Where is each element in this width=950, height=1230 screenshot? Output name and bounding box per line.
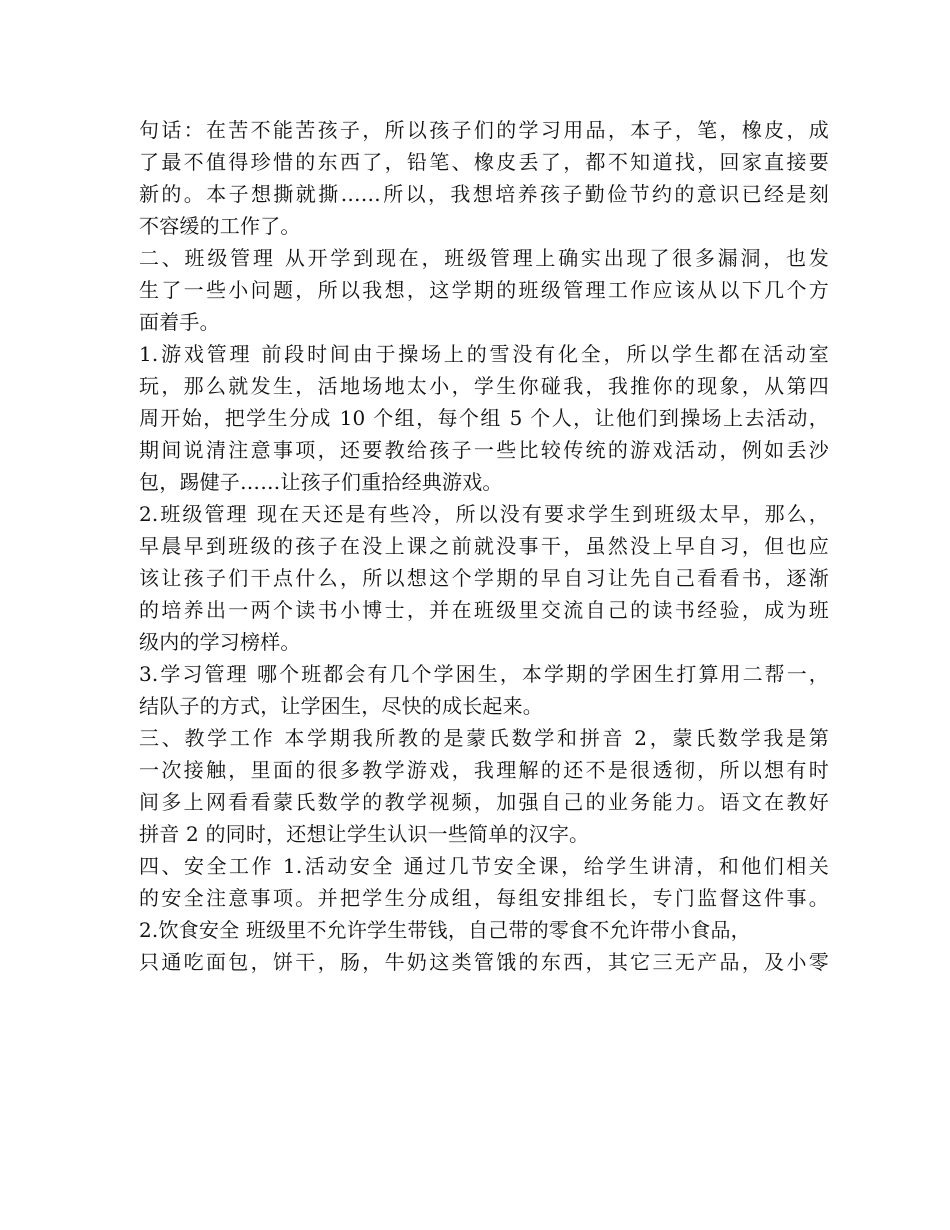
text-line: 四、安全工作 1.活动安全 通过几节安全课，给学生讲清，和他们相关 <box>139 854 829 878</box>
text-line: 了最不值得珍惜的东西了，铅笔、橡皮丢了，都不知道找，回家直接要 <box>139 150 829 174</box>
text-line: 周开始，把学生分成 10 个组，每个组 5 个人，让他们到操场上去活动， <box>139 406 829 430</box>
text-line: 新的。本子想撕就撕……所以，我想培养孩子勤俭节约的意识已经是刻 <box>139 182 829 206</box>
text-line: 生了一些小问题，所以我想，这学期的班级管理工作应该从以下几个方 <box>139 278 829 302</box>
text-line: 拼音 2 的同时，还想让学生认识一些简单的汉字。 <box>139 822 590 846</box>
document-body <box>139 114 829 978</box>
text-line: 间多上网看看蒙氏数学的教学视频，加强自己的业务能力。语文在教好 <box>139 790 829 814</box>
text-line: 的培养出一两个读书小博士，并在班级里交流自己的读书经验，成为班 <box>139 598 829 622</box>
text-line: 三、教学工作 本学期我所教的是蒙氏数学和拼音 2，蒙氏数学我是第 <box>139 726 829 750</box>
text-line: 级内的学习榜样。 <box>139 630 301 654</box>
text-line: 结队子的方式，让学困生，尽快的成长起来。 <box>139 694 543 718</box>
text-line: 玩，那么就发生，活地场地太小，学生你碰我，我推你的现象，从第四 <box>139 374 829 398</box>
text-line: 2.饮食安全 班级里不允许学生带钱，自己带的零食不允许带小食品， <box>139 918 751 942</box>
text-line: 一次接触，里面的很多教学游戏，我理解的还不是很透彻，所以想有时 <box>139 758 829 782</box>
text-line: 早晨早到班级的孩子在没上课之前就没事干，虽然没上早自习，但也应 <box>139 534 829 558</box>
text-line: 句话：在苦不能苦孩子，所以孩子们的学习用品，本子，笔，橡皮，成 <box>139 118 829 142</box>
text-line: 3.学习管理 哪个班都会有几个学困生，本学期的学困生打算用二帮一， <box>139 662 829 686</box>
text-line: 1.游戏管理 前段时间由于操场上的雪没有化全，所以学生都在活动室 <box>139 342 829 366</box>
text-line: 不容缓的工作了。 <box>139 214 301 238</box>
text-line: 2.班级管理 现在天还是有些冷，所以没有要求学生到班级太早，那么， <box>139 502 829 526</box>
text-line: 期间说清注意事项，还要教给孩子一些比较传统的游戏活动，例如丢沙 <box>139 438 829 462</box>
text-line: 面着手。 <box>139 310 220 334</box>
text-line: 该让孩子们干点什么，所以想这个学期的早自习让先自己看看书，逐渐 <box>139 566 829 590</box>
text-line: 只通吃面包，饼干，肠，牛奶这类管饿的东西，其它三无产品，及小零 <box>139 950 829 974</box>
text-line: 二、班级管理 从开学到现在，班级管理上确实出现了很多漏洞，也发 <box>139 246 829 270</box>
text-line: 的安全注意事项。并把学生分成组，每组安排组长，专门监督这件事。 <box>139 886 829 910</box>
text-line: 包，踢健子……让孩子们重拾经典游戏。 <box>139 470 503 494</box>
